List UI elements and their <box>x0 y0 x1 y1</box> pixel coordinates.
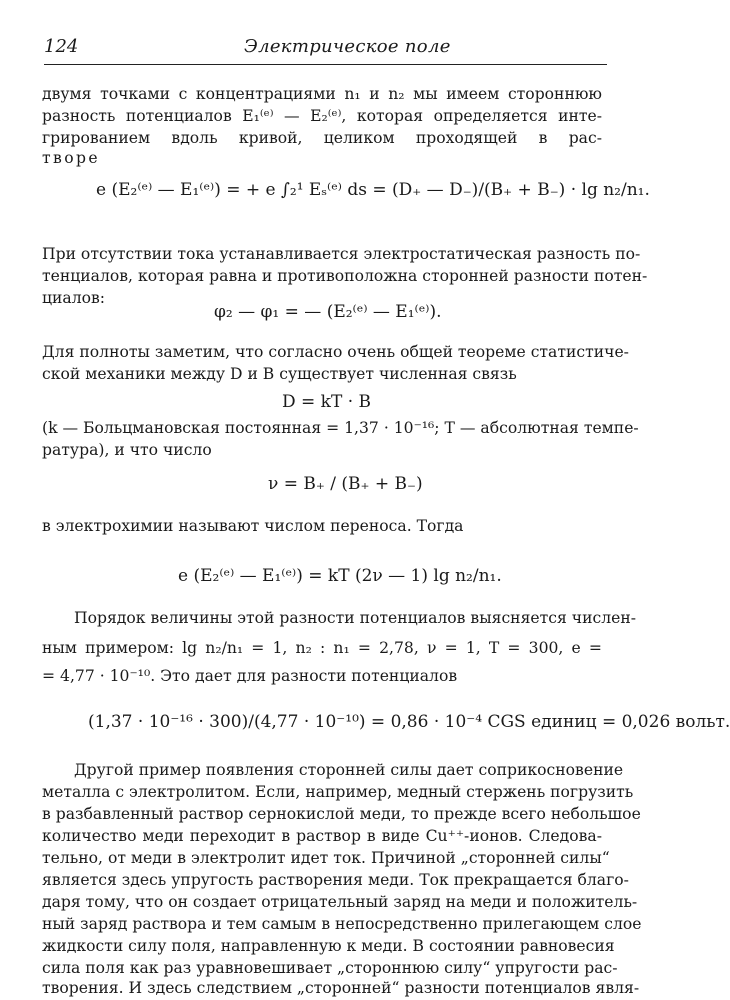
text-line: грированием вдоль кривой, целиком проходящей в рас- <box>42 129 602 147</box>
page-number: 124 <box>44 36 79 57</box>
text-line: Порядок величины этой разности потенциалов выясняется числен- <box>74 609 637 627</box>
header-rule <box>44 64 607 65</box>
running-title: Электрическое поле <box>244 36 451 57</box>
text-line: творе <box>42 149 101 167</box>
text-line: тенциалов, которая равна и противоположна сторонней разности потен- <box>42 267 648 285</box>
text-line: Другой пример появления сторонней силы дает соприкосновение <box>74 761 624 779</box>
text-line: тельно, от меди в электролит идет ток. Причиной „сторонней силы“ <box>42 849 610 867</box>
text-line: (k — Больцмановская постоянная = 1,37 · 10⁻¹⁶; T — абсолютная темпе- <box>42 419 639 437</box>
text-line: металла с электролитом. Если, например, медный стержень погрузить <box>42 783 634 801</box>
text-line: ным примером: lg n₂/n₁ = 1, n₂ : n₁ = 2,78, ν = 1, T = 300, e = <box>42 639 602 657</box>
text-line: даря тому, что он создает отрицательный заряд на меди и положитель- <box>42 893 638 911</box>
text-line: Для полноты заметим, что согласно очень общей теореме статистичe- <box>42 343 629 361</box>
text-line: ской механики между D и B существует численная связь <box>42 365 517 383</box>
text-line: двумя точками с концентрациями n₁ и n₂ мы имеем стороннюю <box>42 85 602 103</box>
text-line: ный заряд раствора и тем самым в непосредственно прилегающем слое <box>42 915 642 933</box>
text-line: является здесь упругость растворения меди. Ток прекращается благо- <box>42 871 629 889</box>
text-line: ратура), и что число <box>42 441 212 459</box>
equation-4: ν = B₊ / (B₊ + B₋) <box>268 474 423 494</box>
text-line: сила поля как раз уравновешивает „стороннюю силу“ упругости рас- <box>42 959 618 977</box>
equation-1: e (E₂⁽ᵉ⁾ — E₁⁽ᵉ⁾) = + e ∫₂¹ Eₛ⁽ᵉ⁾ ds = (D₊ — D₋)/(B₊ + B₋) · lg n₂/n₁. <box>96 180 650 200</box>
text-line: циалов: <box>42 289 106 307</box>
equation-2: φ₂ — φ₁ = — (E₂⁽ᵉ⁾ — E₁⁽ᵉ⁾). <box>214 302 442 322</box>
equation-5: e (E₂⁽ᵉ⁾ — E₁⁽ᵉ⁾) = kT (2ν — 1) lg n₂/n₁. <box>178 566 502 586</box>
text-line: количество меди переходит в раствор в виде Cu⁺⁺-ионов. Следова- <box>42 827 602 845</box>
text-line: разность потенциалов E₁⁽ᵉ⁾ — E₂⁽ᵉ⁾, которая определяется интe- <box>42 107 602 125</box>
equation-6: (1,37 · 10⁻¹⁶ · 300)/(4,77 · 10⁻¹⁰) = 0,86 · 10⁻⁴ CGS единиц = 0,026 вольт. <box>88 712 730 732</box>
equation-3: D = kT · B <box>282 392 372 412</box>
text-line: При отсутствии тока устанавливается электростатическая разность по- <box>42 245 641 263</box>
text-line: в электрохимии называют числом переноса. Тогда <box>42 517 464 535</box>
text-line: творения. И здесь следствием „сторонней“ разности потенциалов явля- <box>42 979 640 997</box>
text-line: = 4,77 · 10⁻¹⁰. Это дает для разности потенциалов <box>42 667 458 685</box>
text-line: в разбавленный раствор сернокислой меди, то прежде всего небольшое <box>42 805 641 823</box>
text-line: жидкости силу поля, направленную к меди. В состоянии равновесия <box>42 937 615 955</box>
running-header <box>44 36 607 62</box>
